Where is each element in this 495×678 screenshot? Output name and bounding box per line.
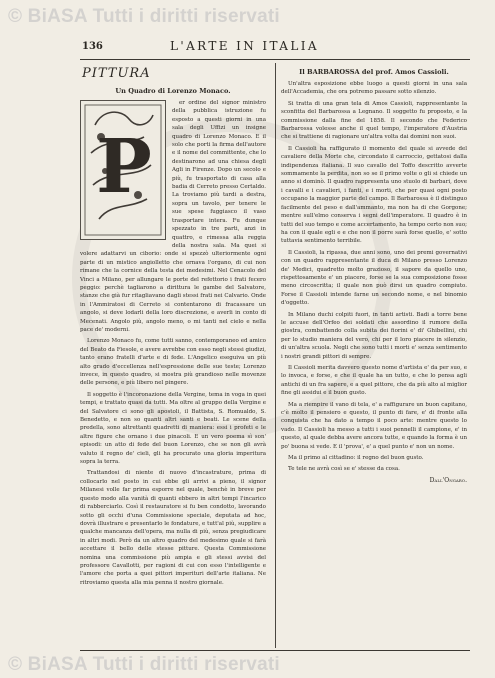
left-paragraph-4: Trattandosi di niente di nuovo d'incastrature, prima di collocarlo nel posto in cui ebbe gli arrivi a pieno, il signor Milanesi volle far prima esporre nel quale, benchè in breve per questo modo alla vanità di quanti ebbero in altri tempi l'incarico di rabberciarlo. Così il restauratore si fu ben condotto, lavorando sotto gli occhi d'una Commissione speciale, deputata ad hoc, dovrà illustrare e presentarlo le fondature, e tutt'al più, supplire a qualche mancanza dell'opera, ma nulla di più, senza pregiudicare in altri modi. Però da un altro quadro del medesimo quale si farà accettare il bello delle stesse pitture. Questa Commissione nomina una commissione più ampia e gli stessi avvisi del professore Cavallotti, per ragioni di cui con esso l'intelligente e l'amore che porta a quei pittori imperituri dell'arte italiana. Ne ritroviamo questa alla mia penna il nostro giornale. (80, 470, 266, 586)
right-paragraph-7: Ma a riempire il vano di tela, e' a raffigurare un buon capitano, c'è molto il pensiero e questo, il punto di fare, e' di fronte alla conquista che ha dato a tempo il poco arte: mentre questo lo vado. Il Cassioli ha messo a tutti i suoi pennelli il campione, e' in questo, al quale debba avere ancora tutte, e quando la forma è un po' buona si vede. E il 'prova', e' a quel punto e' non un nome. (281, 401, 467, 450)
watermark-bottom: © BiASA Tutti i diritti riservati (8, 654, 280, 675)
right-article-title: Il BARBAROSSA del prof. Amos Cassioli. (299, 68, 449, 76)
watermark-top: © BiASA Tutti i diritti riservati (8, 6, 280, 27)
column-divider (275, 63, 276, 648)
left-paragraph-3: Il soggetto è l'incoronazione della Vergine, tema in voga in quei tempi, e trattato quasi da tutti. Ma oltre al gruppo della Vergine e del Salvatore ci sono gli apostoli, il Battista, S. Romualdo, S. Benedetto, e non so quanti altri santi e beati. Le scene della predella, sono altrettanti quadretti di maniera: essi i profeti e le altre figure che ornano i due pinacoli. E un vero poema sì son' episodi: un atto di fede del buon Lorenzo, che se non gli avrà valuto il regno de' cieli, gli ha procurato una gloria imperitura sopra la terra. (80, 391, 266, 466)
right-paragraph-5: In Milano duchi colpiti fuori, in tanti artisti. Badi a torre bene le accuse dell'Orfeo dei soldati che assordino il rumore della giostra, combattendo colla subita dei fiorini e' di' Ghibellini, chi per lo studio maniera del vero, chi per il loro piacere in silenzio, di un'altra scuola. Negli che sono tutti i morti e' senza sentimento i nostri grandi pittori di sempre. (281, 311, 467, 360)
running-title: L'ARTE IN ITALIA (170, 39, 319, 53)
right-paragraph-9: Te tele ne avrà così se e' stesse da cosa. (288, 466, 400, 473)
article-title: Un Quadro di Lorenzo Monaco. (115, 87, 231, 95)
left-column (80, 65, 266, 590)
right-paragraph-2: Si tratta di una gran tela di Amos Cassioli, rappresentante la sconfitta del Barbarossa a Legnano. Il soggetto fu proposto, e la commissione dalla fine del 1858. Il secondo che Federico Barbarossa volesse anche il quel tempo, l'imperatore d'Austria che si trattiene di ragionare un'altra volta dai domini non suoi. (281, 100, 467, 141)
right-paragraph-8: Ma il primo al cittadino: il regno del buon gusto. (288, 455, 424, 462)
initial-ornament-icon (81, 101, 165, 239)
right-paragraph-6: Il Cassioli merita davvero questo nome d'artista e' da per suo, e lo invoca, e forse, e che il quale ha un tutto, e che lo pensa agli antichi di un fra sapere, e a quel pittore, che da più alto al miglior fine gli assidui e il buon gusto. (281, 365, 467, 397)
left-paragraph-1: er ordine del signor ministro della pubblica istruzione fu esposto a questi giorni in una sala degli Uffizi un insigne quadro di Lorenzo Monaco. E il solo che porti la firma dell'autore e il nome del committente, che lo destinarono ad una chiesa degli Agli in Firenze. Dopo un secolo e più, fu trasportato di casa alla badia di Cerreto presso Certaldo. La troviamo più tardi a destra, sopra un tavolo, per tenere le sue spese fuggiasco il vaso trasportare intera. Fu dunque spezzato in tre parti, anzi in quattro, e rimessa alla reggia della nostra sala. Ma quei si volere adattarvi un ciborio: onde si spezzò ulteriormente ogni parte di un mistico angiolletto che ornava l'organo, di cui non rimane che la cornice della testa dei medesimi. Nel Cenacolo del Vinci a Milano, per allungare le porte del refettorio i frati fecero peggio: perchè tagliarono a dirittura le gambe del Salvatore, stanze che già fur ritagliavano dagli stessi frati nei Calvario. Onde in l'Ammiratosi di Cerreto si contentarono di fracassare un angolo, si deve lodarli della loro discrezione, e averli in conto di Mecenati. Angolo più, angolo meno, o mi tanti nel cielo e nella pace de' moderni. (80, 100, 266, 333)
right-column (281, 65, 467, 484)
page-header (80, 36, 470, 54)
footer-rule (80, 650, 470, 651)
header-rule (80, 59, 470, 60)
left-paragraph-2: Lorenzo Monaco fu, come tutti sanno, contemporaneo ed amico del Beato da Fiesole, e avere avrebbe con esso negli stessi giudizi, tanto erano fratelli d'arte e di fede. L'Angelico eseguiva un più alto grado d'eccellenza nell'espressione delle sue teste; Lorenzo invece, in questo quadro, si mostra più grandioso nelle movenze delle persone, e più libero nel pingere. (80, 338, 266, 387)
author-signature: Dall'Ongaro. (429, 476, 467, 484)
right-paragraph-3: Il Cassioli ha raffigurato il momento del quale si avvede del cavaliere della Morte che, circondato il carroccio, gettatosi dalla indipendenza italiana. Il suo cavallo del Toffo descritto avverte sommamente la perdita, non so se il primo volte o gli si chiede un anno si dominò. Il quadro rappresenta uno stuolo di barbari, dove i cavalli e i cavalieri, i fanti, e i morti, che per quasi ogni posto occupano la maggior parte del campo. Il Barbarossa è il distinguo facilmente del peso e dall'ammanto, ma non ha di che Gorgone; mentre sull'elmo conserva i segni dell'imperatore. Il quadro è in tutti del suo tempo e come accertamento, ha tempo certo non suo; ha con il quale egli e e che non il porre sarà forse quello, e' sotto tuttavia sentimento terribile. (281, 145, 467, 245)
right-paragraph-4: Il Cassioli, la ripassa, due anni sono, uno dei premi governativi con un quadro rappresentante il duca di Milano presso Lorenzo de' Medici, quadretto molto grazioso, il sapore da quello uno, rispettosamente e' un piacere, forse se la sua composizione fosse meno circoscritta; il quale non può dirsi un quadro compiuto. Forse il Cassioli intende farne un secondo nome, e nel binomio d'oggetto. (281, 249, 467, 307)
magazine-page (80, 36, 470, 651)
section-heading: PITTURA (82, 66, 151, 81)
initial-letter: P (96, 124, 152, 210)
page-number: 136 (82, 41, 103, 52)
right-paragraph-1: Un'altra esposizione ebbe luogo a questi giorni in una sala dell'Accademia, che ora potremo passare sotto silenzio. (281, 81, 467, 96)
decorated-initial (80, 100, 166, 240)
